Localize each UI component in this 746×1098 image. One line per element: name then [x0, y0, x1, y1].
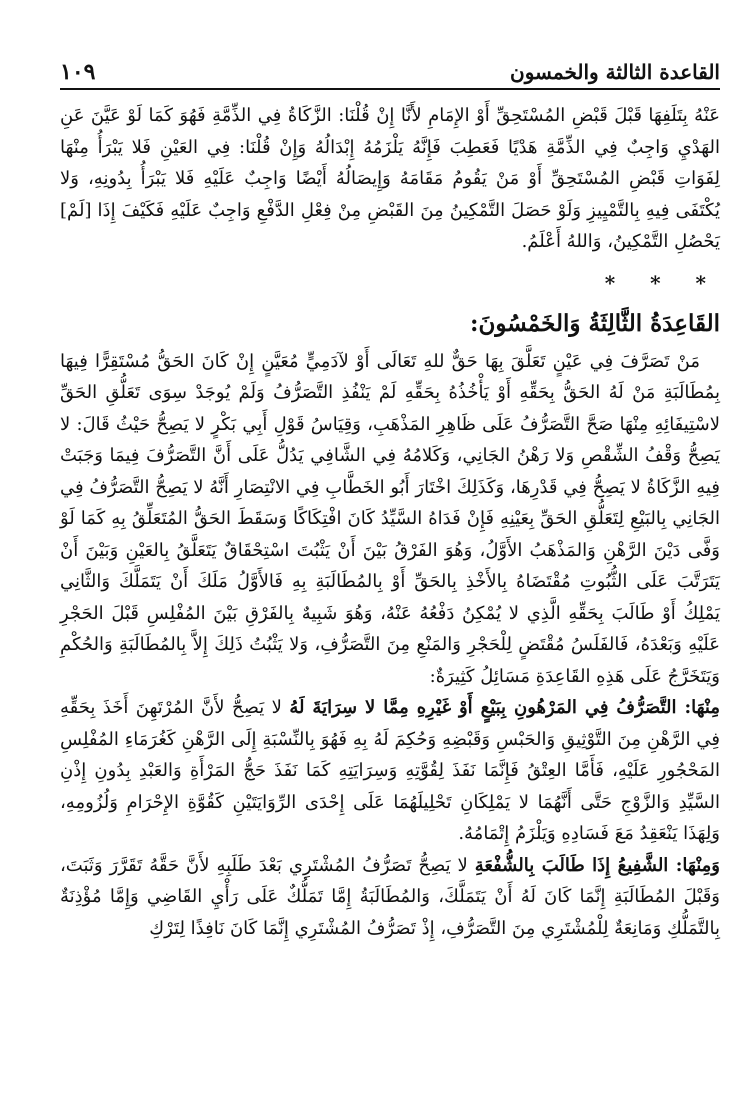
book-page	[60, 52, 720, 1088]
running-title: القاعدة الثالثة والخمسون	[510, 60, 720, 84]
paragraph-continuation: عَنْهُ بِتَلَفِهَا قَبْلَ قَبْضِ المُسْتَحِقِّ أَوْ الإِمَامِ لأَنَّا إِنْ قُلْنَا: الزَّكَاةُ فِي الذِّمَّةِ فَهُوَ كَمَا لَوْ عَيَّنَ عَنِ الهَدْيِ وَاجِبٌ فِي الذِّمَّةِ هَدْيًا فَعَطِبَ فَإِنَّهُ يَلْزَمُهُ إِبْدَالُهُ وَإِنْ قُلْنَا: فِي العَيْنِ فَلا يَبْرَأُ مِنْهَا لِفَوَاتِ قَبْضِ المُسْتَحِقِّ أَوْ مَنْ يَقُومُ مَقَامَهُ وَإِيصَالُهُ أَيْضًا وَاجِبٌ عَلَيْهِ فَلا يَبْرَأُ بِدُونِهِ، وَلا يُكْتَفَى فِيهِ بِالتَّمْيِيزِ وَلَوْ حَصَلَ التَّمْكِينُ مِنَ القَبْضِ مِنْ فِعْلِ الدَّفْعِ وَاجِبٌ عَلَيْهِ فَكَيْفَ إِذَا [لَمْ] يَحْصُلِ التَّمْكِينُ، وَاللهُ أَعْلَمُ.	[60, 105, 720, 252]
body-text	[60, 100, 720, 944]
paragraph-issue-mortgage	[60, 692, 720, 850]
issue-text: لا يَصِحُّ تَصَرُّفُ المُشْتَرِي بَعْدَ طَلَبِهِ لأَنَّ حَقَّهُ تَقَرَّرَ وَثَبَتَ، وَقَبْلَ المُطَالَبَةِ إِنَّمَا كَانَ لَهُ أَنْ يَتَمَلَّكَ، وَالمُطَالَبَةُ إِمَّا تَمَلُّكٌ عَلَى رَأْيِ القَاضِي وَإِمَّا مُؤْذِنَةٌ بِالتَّمَلُّكِ وَمَانِعَةٌ لِلْمُشْتَرِي مِنَ التَّصَرُّفِ، إِذْ تَصَرُّفُ المُشْتَرِي إِنَّمَا كَانَ نَافِذًا لِتَرْكِ	[60, 854, 720, 939]
issue-lead: مِنْهَا: التَّصَرُّفُ فِي المَرْهُونِ بِبَيْعٍ أَوْ غَيْرِهِ مِمَّا لا سِرَايَةَ لَهُ	[289, 697, 720, 718]
paragraph-issue-preemption	[60, 850, 720, 945]
issue-text: لا يَصِحُّ لأَنَّ المُرْتَهِنَ أَخَذَ بِحَقِّهِ فِي الرَّهْنِ مِنَ التَّوْثِيقِ وَالحَبْسِ وَقَبْضِهِ وَحُكِمَ لَهُ بِهِ فَهُوَ بِالنِّسْبَةِ إِلَى الرَّهْنِ كَغُرَمَاءِ المُفْلِسِ المَحْجُورِ عَلَيْهِ، فَأَمَّا العِتْقُ فَإِنَّمَا نَفَذَ لِقُوَّتِهِ وَسِرَايَتِهِ كَمَا نَفَذَ حَجُّ المَرْأَةِ وَالعَبْدِ بِدُونِ إِذْنِ السَّيِّدِ وَالزَّوْجِ حَتَّى أَنَّهُمَا لا يَمْلِكَانِ تَحْلِيلَهُمَا عَلَى إِحْدَى الرِّوَايَتَيْنِ كَقُوَّةِ الإِحْرَامِ وَلُزُومِهِ، وَلِهَذَا يَنْعَقِدُ مَعَ فَسَادِهِ وَيَلْزَمُ إِتْمَامُهُ.	[60, 697, 720, 844]
section-separator: * * *	[604, 270, 720, 295]
issue-lead: وَمِنْهَا: الشَّفِيعُ إِذَا طَالَبَ بِالشُّفْعَةِ	[474, 854, 720, 876]
section-heading: القَاعِدَةُ الثَّالِثَةُ وَالخَمْسُونَ:	[470, 309, 720, 337]
page-number: ١٠٩	[60, 59, 96, 85]
running-header	[60, 52, 720, 90]
paragraph-rule-statement: مَنْ تَصَرَّفَ فِي عَيْنٍ تَعَلَّقَ بِهَا حَقٌّ للهِ تَعَالَى أَوْ لآدَمِيٍّ مُعَيَّنٍ إِنْ كَانَ الحَقُّ مُسْتَقِرًّا فِيهَا بِمُطَالَبَةِ مَنْ لَهُ الحَقُّ بِحَقِّهِ أَوْ يَأْخُذُهُ بِحَقِّهِ لَمْ يَنْفُذِ التَّصَرُّفُ وَلَمْ يُوجَدْ سِوَى تَعَلُّقِ الحَقِّ لاسْتِيفَائِهِ مِنْهَا صَحَّ التَّصَرُّفُ عَلَى ظَاهِرِ المَذْهَبِ، وَقِيَاسُ قَوْلِ أَبِي بَكْرٍ لا يَصِحُّ حَيْثُ قَالَ: لا يَصِحُّ وَقْفُ الشِّقْصِ وَلا رَهْنُ الجَانِي، وَكَلامُهُ فِي الشَّافِي يَدُلُّ عَلَى أَنَّ التَّصَرُّفَ فِيمَا وَجَبَتْ فِيهِ الزَّكَاةُ لا يَصِحُّ فِي قَدْرِهَا، وَكَذَلِكَ اخْتَارَ أَبُو الخَطَّابِ فِي الانْتِصَارِ أَنَّهُ لا يَصِحُّ التَّصَرُّفُ فِي الجَانِي بِالبَيْعِ لِتَعَلُّقِ الحَقِّ بِعَيْنِهِ فَإِنْ فَدَاهُ السَّيِّدُ كَانَ افْتِكَاكًا وَسَقَطَ الحَقُّ المُتَعَلِّقُ بِهِ كَمَا لَوْ وَفَّى دَيْنَ الرَّهْنِ وَالمَذْهَبُ الأَوَّلُ، وَهُوَ الفَرْقُ بَيْنَ أَنْ يَثْبُتَ اسْتِحْقَاقٌ يَتَعَلَّقُ بِالعَيْنِ وَبَيْنَ أَنْ يَتَرَتَّبَ عَلَى الثُّبُوتِ مُقْتَضَاهُ بِالأَخْذِ بِالحَقِّ أَوْ بِالمُطَالَبَةِ بِهِ فَالأَوَّلُ مَلَكَ أَنْ يَتَمَلَّكَ وَالثَّانِي يَمْلِكُ أَوْ طَالَبَ بِحَقِّهِ الَّذِي لا يُمْكِنُ دَفْعُهُ عَنْهُ، وَهُوَ شَبِيهٌ بِالفَرْقِ بَيْنَ المُفْلِسِ قَبْلَ الحَجْرِ عَلَيْهِ وَبَعْدَهُ، فَالفَلَسُ مُقْتَضٍ لِلْحَجْرِ وَالمَنْعِ مِنَ التَّصَرُّفِ، وَلا يَثْبُتُ ذَلِكَ إِلاَّ بِالمُطَالَبَةِ وَالحُكْمِ وَيَتَخَرَّجُ عَلَى هَذِهِ القَاعِدَةِ مَسَائِلُ كَثِيرَةٌ:	[60, 350, 720, 687]
